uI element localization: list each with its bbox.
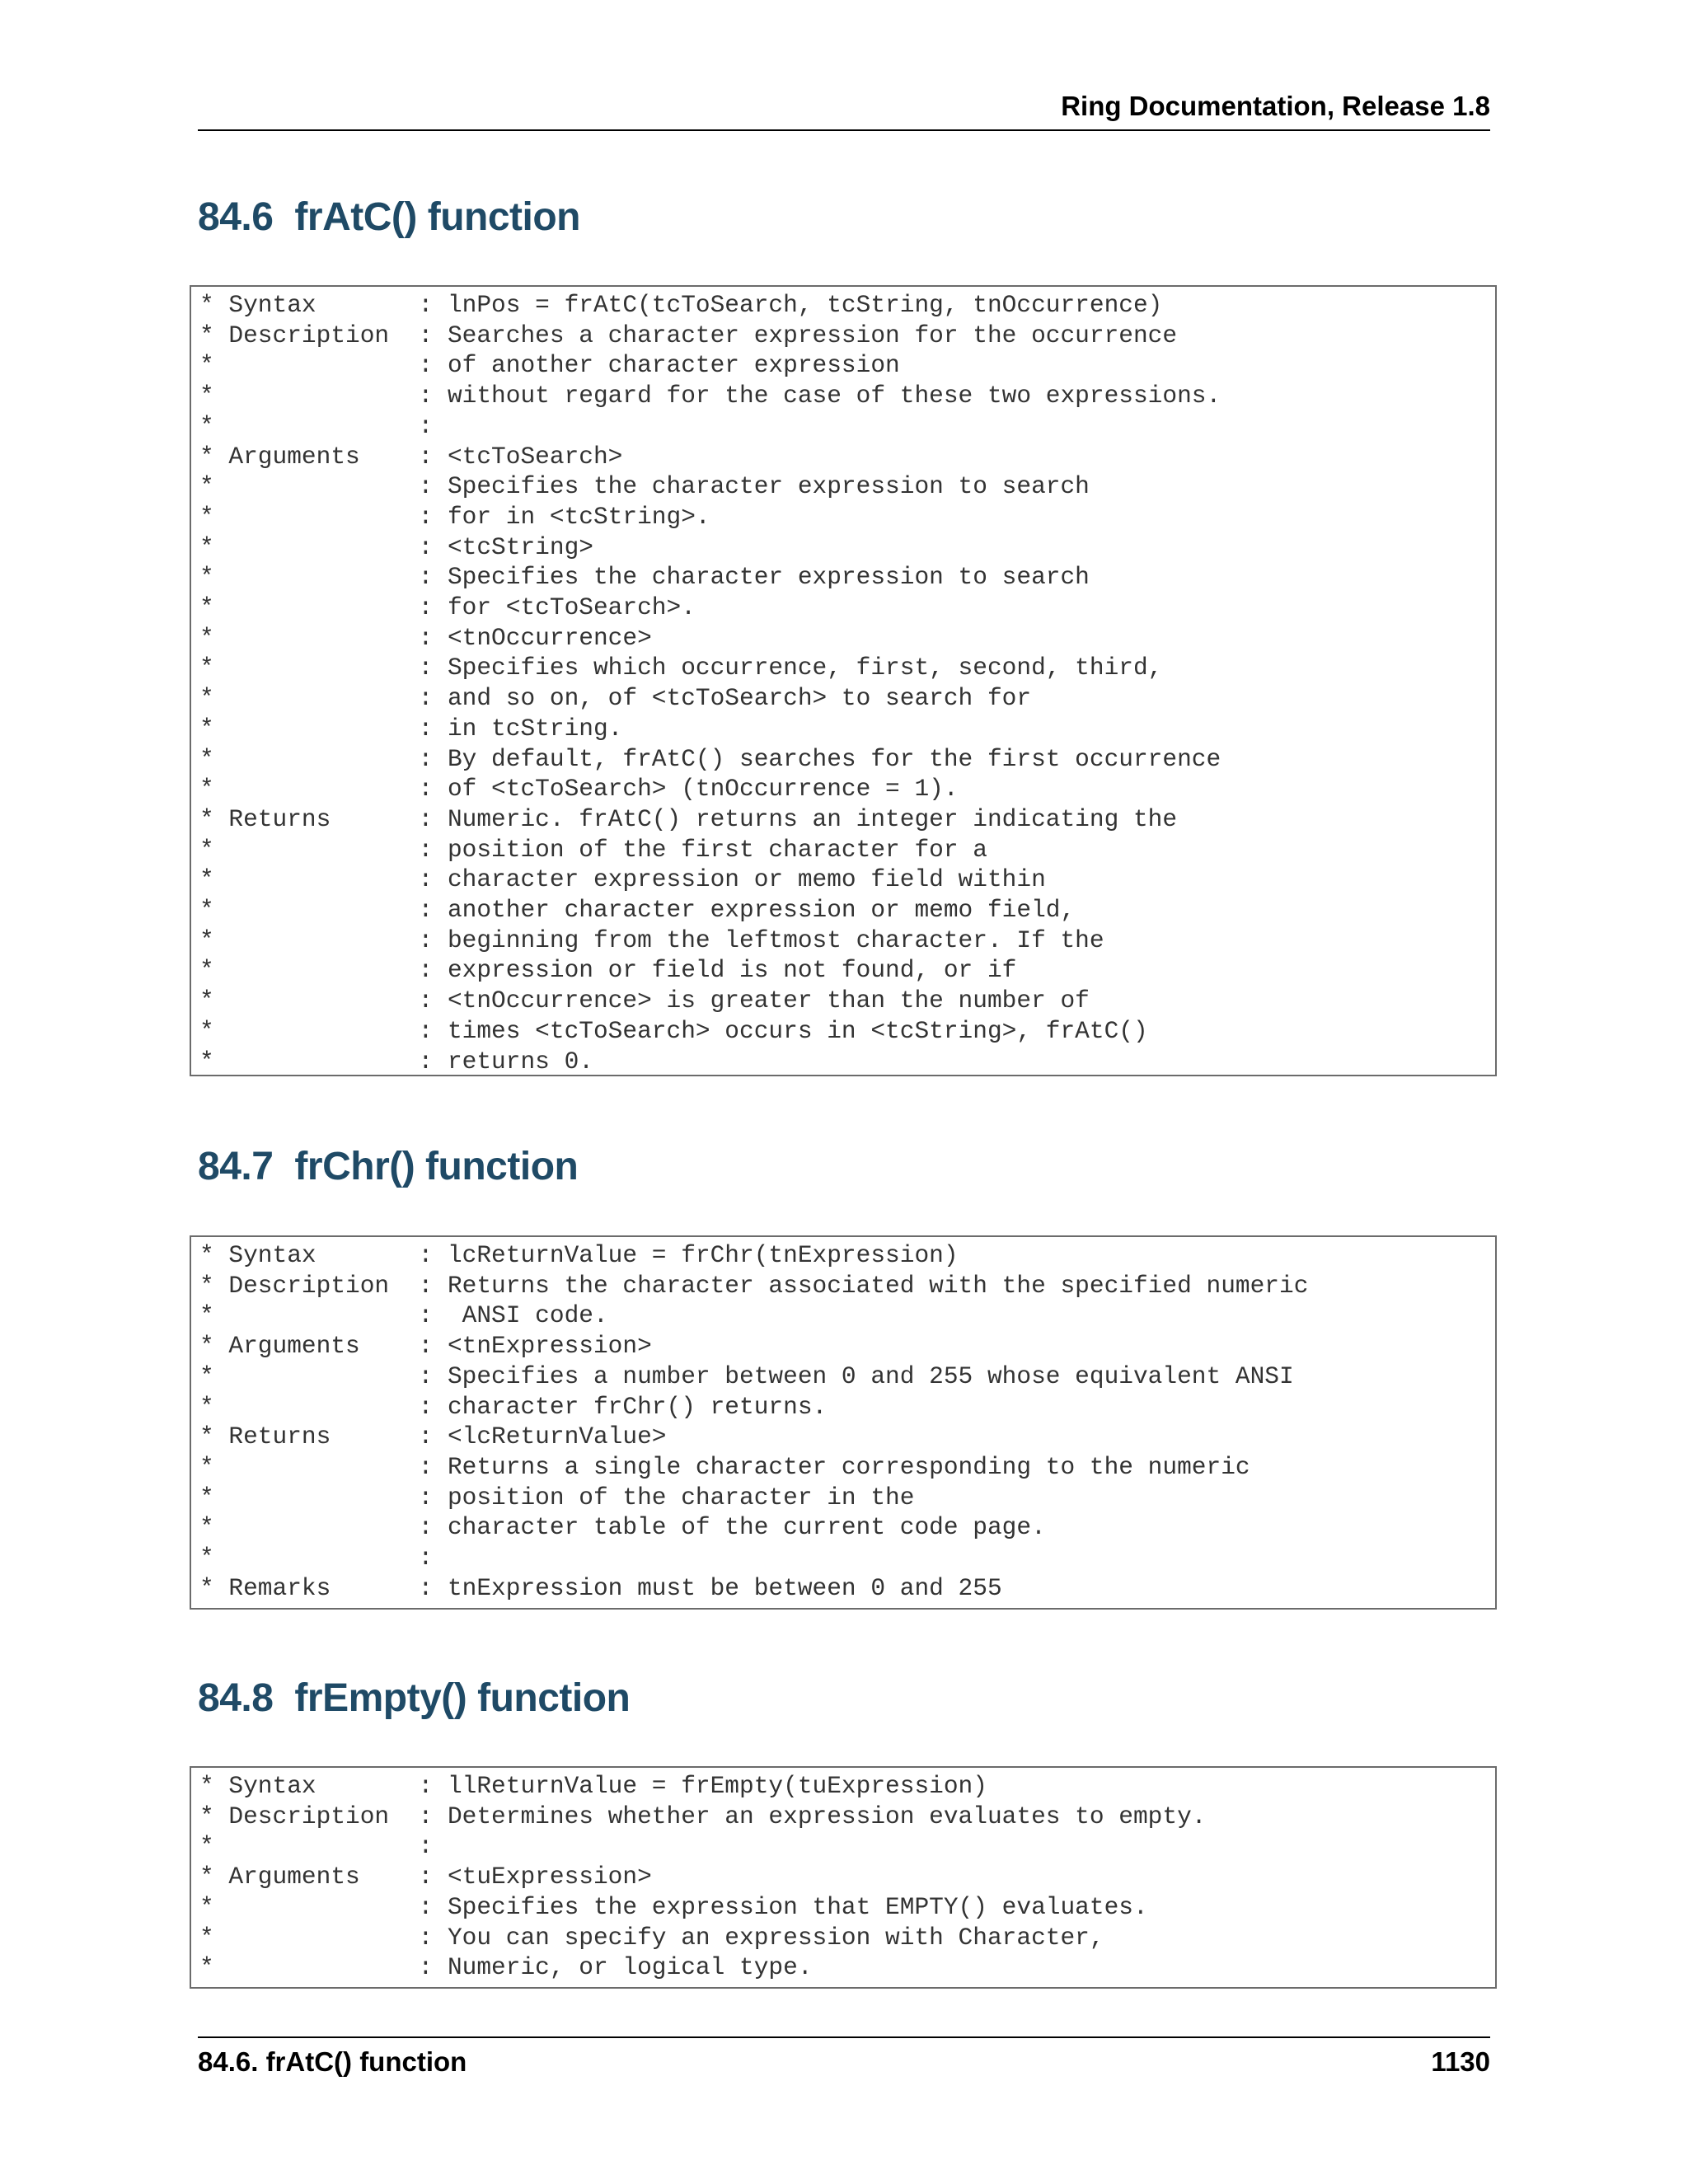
code-block-fratc [190, 285, 1497, 1076]
footer-section-ref: 84.6. frAtC() function [198, 2046, 467, 2077]
section-number: 84.6 [198, 195, 274, 239]
section-heading: frChr() function [294, 1145, 579, 1188]
section-title-frempty [198, 1675, 630, 1721]
footer-page-number: 1130 [1431, 2046, 1490, 2077]
code-text: * Syntax : lcReturnValue = frChr(tnExpression) * Description : Returns the character associated with the specified numeric * : ANSI code. * Arguments : <tnExpression> * : Specifies a number between 0 and 255 whose equivalent ANSI * : character frChr() returns. * Returns : <lcReturnValue> * : Returns a single character corresponding to the numeric * : position of the character in the * : character table of the current code page. * : * Remarks : tnExpression must be between 0 and 255 [199, 1241, 1309, 1602]
header-rule [198, 129, 1490, 131]
section-title-fratc [198, 194, 580, 240]
footer-rule [198, 2036, 1490, 2038]
code-block-frempty [190, 1766, 1497, 1989]
section-number: 84.7 [198, 1145, 274, 1188]
running-header: Ring Documentation, Release 1.8 [1061, 91, 1490, 121]
section-heading: frAtC() function [294, 195, 580, 239]
section-number: 84.8 [198, 1676, 274, 1720]
section-title-frchr [198, 1144, 578, 1189]
code-block-frchr [190, 1235, 1497, 1610]
section-heading: frEmpty() function [294, 1676, 631, 1720]
code-text: * Syntax : lnPos = frAtC(tcToSearch, tcString, tnOccurrence) * Description : Searches a character expression for the occurrence * : of another character expression * : without regard for the case of these two expressions. * : * Arguments : <tcToSearch> * : Specifies the character expression to search * : for in <tcString>. * : <tcString> * : Specifies the character expression to search * : for <tcToSearch>. * : <tnOccurrence> * : Specifies which occurrence, first, second, third, * : and so on, of <tcToSearch> to search for * : in tcString. * : By default, frAtC() searches for the first occurrence * : of <tcToSearch> (tnOccurrence = 1). * Returns : Numeric. frAtC() returns an integer indicating the * : position of the first character for a * : character expression or memo field within * : another character expression or memo field, * : beginning from the leftmost character. If the * : expression or field is not found, or if * : <tnOccurrence> is greater than the number of * : times <tcToSearch> occurs in <tcString>, frAtC() * : returns 0. [199, 291, 1221, 1076]
code-text: * Syntax : llReturnValue = frEmpty(tuExpression) * Description : Determines whether an expression evaluates to empty. * : * Arguments : <tuExpression> * : Specifies the expression that EMPTY() evaluates. * : You can specify an expression with Character, * : Numeric, or logical type. [199, 1772, 1207, 1982]
